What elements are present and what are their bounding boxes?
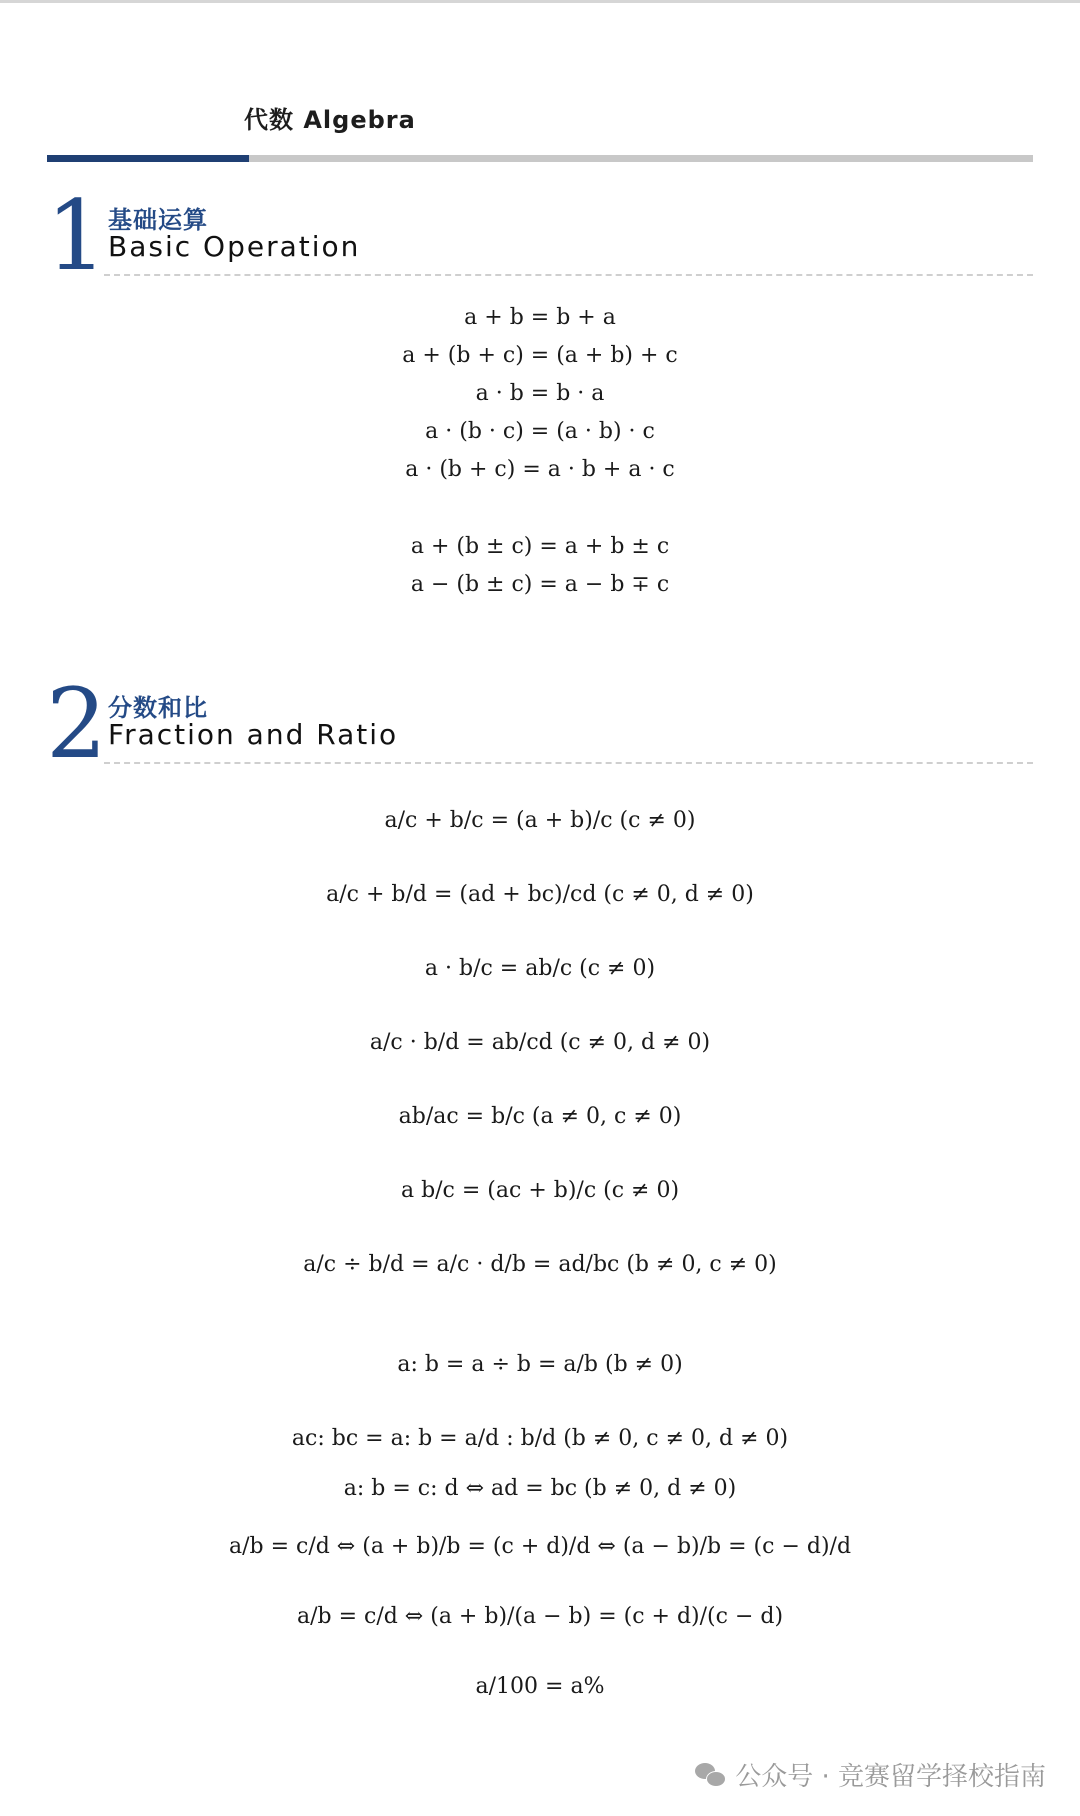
- equation: a/b = c/d ⇔ (a + b)/(a − b) = (c + d)/(c − d): [296, 1604, 784, 1629]
- section-fraction-ratio: [42, 668, 1033, 780]
- watermark-text: 公众号 · 竞赛留学择校指南: [735, 1762, 1046, 1792]
- section-basic-operation: [42, 180, 1033, 292]
- watermark: [695, 1756, 1046, 1793]
- page-title: 代数 Algebra: [244, 106, 416, 134]
- section-title-en: Basic Operation: [108, 230, 361, 263]
- equation: a: b = c: d ⇔ ad = bc (b ≠ 0, d ≠ 0): [343, 1476, 737, 1501]
- equation: a/b = c/d ⇔ (a + b)/b = (c + d)/d ⇔ (a − b)/b = (c − d)/d: [228, 1534, 852, 1559]
- section-title-cn: 基础运算: [108, 206, 208, 234]
- equation: a/c + b/c = (a + b)/c (c ≠ 0): [384, 808, 696, 833]
- equation: a/c + b/d = (ad + bc)/cd (c ≠ 0, d ≠ 0): [326, 882, 754, 907]
- section-title-en: Fraction and Ratio: [108, 718, 399, 751]
- title-rule-accent: [47, 155, 249, 162]
- equation: a + (b ± c) = a + b ± c: [410, 534, 670, 559]
- equation: ac: bc = a: b = a/d : b/d (b ≠ 0, c ≠ 0, d ≠ 0): [291, 1426, 789, 1451]
- equation: a: b = a ÷ b = a/b (b ≠ 0): [397, 1352, 683, 1377]
- equation: a − (b ± c) = a − b ∓ c: [410, 572, 670, 597]
- equation: a/100 = a%: [475, 1674, 605, 1699]
- equation: ab/ac = b/c (a ≠ 0, c ≠ 0): [398, 1104, 682, 1129]
- equation: a + (b + c) = (a + b) + c: [402, 343, 678, 368]
- section-number: 2: [46, 668, 108, 780]
- equation: a · b = b · a: [475, 381, 605, 406]
- equation: a/c ÷ b/d = a/c · d/b = ad/bc (b ≠ 0, c ≠ 0): [303, 1252, 777, 1277]
- section-title-cn: 分数和比: [108, 694, 208, 722]
- equation: a/c · b/d = ab/cd (c ≠ 0, d ≠ 0): [369, 1030, 711, 1055]
- section-divider: [104, 762, 1033, 764]
- wechat-icon: [695, 1763, 725, 1787]
- section-divider: [104, 274, 1033, 276]
- equation: a b/c = (ac + b)/c (c ≠ 0): [400, 1178, 680, 1203]
- section-number: 1: [46, 180, 108, 292]
- equation: a · (b + c) = a · b + a · c: [405, 457, 675, 482]
- equation: a · (b · c) = (a · b) · c: [425, 419, 655, 444]
- equation: a + b = b + a: [464, 305, 616, 330]
- equation: a · b/c = ab/c (c ≠ 0): [424, 956, 656, 981]
- title-rule: [47, 155, 1033, 162]
